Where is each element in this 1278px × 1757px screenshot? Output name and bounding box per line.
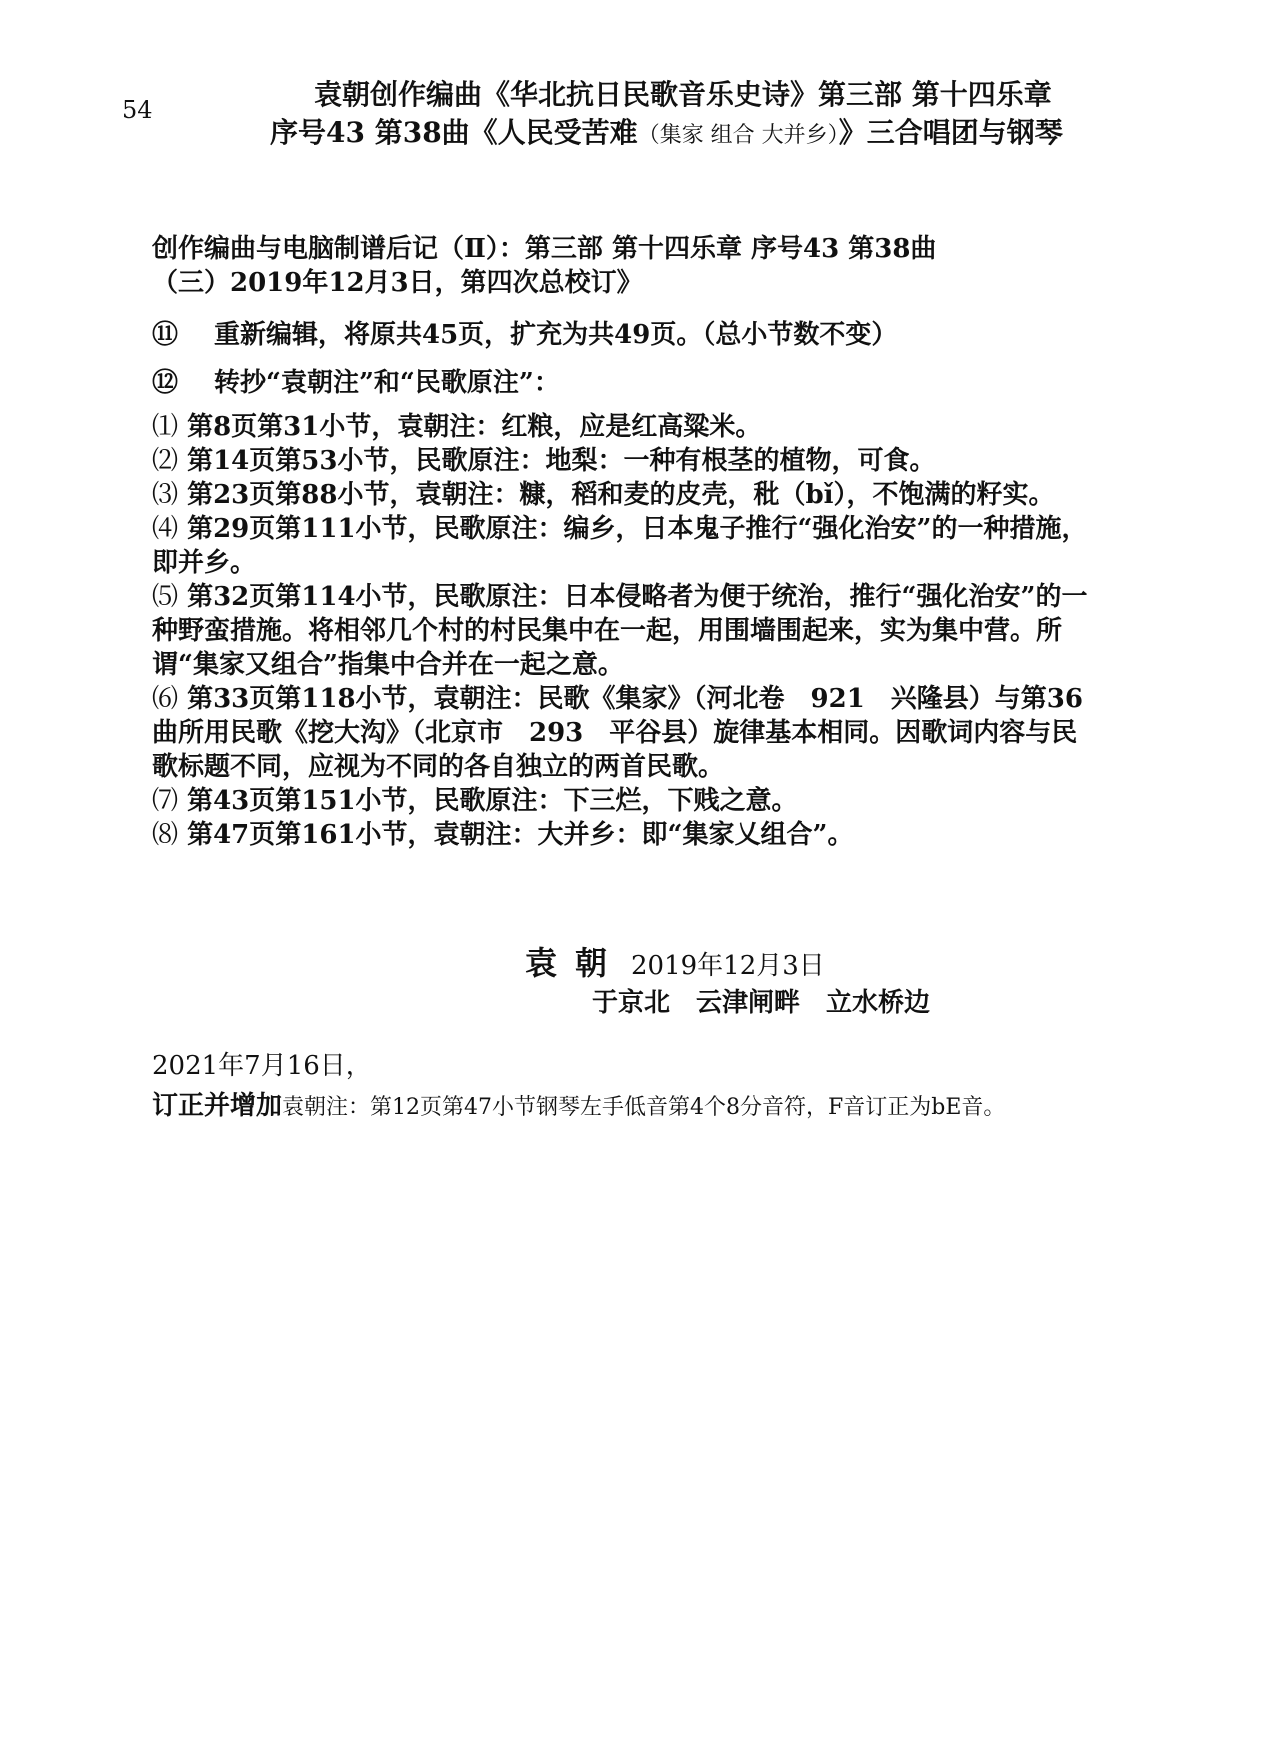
header-line-1: 袁朝创作编曲《华北抗日民歌音乐史诗》第三部 第十四乐章 (314, 78, 1052, 111)
section-title (152, 232, 1102, 300)
revision-note (152, 1046, 1005, 1128)
header-line-2-end: 》三合唱团与钢琴 (838, 116, 1063, 149)
author-name: 袁朝 (525, 944, 626, 982)
place-item: 于京北 (592, 988, 671, 1018)
item-text: 转抄“袁朝注”和“民歌原注”： (214, 368, 560, 398)
signature (525, 938, 825, 984)
note-item (152, 818, 1102, 852)
revision-lead: 订正并增加 (152, 1091, 283, 1121)
note-number: ⑸ (152, 582, 179, 612)
numbered-item (152, 318, 1102, 352)
note-text: 第29页第111小节，民歌原注：编乡，日本鬼子推行“强化治安”的一种措施，即并乡。 (152, 514, 1088, 578)
place-item: 云津闸畔 (696, 988, 801, 1018)
note-number: ⑶ (152, 480, 179, 510)
revision-text: 袁朝注：第12页第47小节钢琴左手低音第4个8分音符，F音订正为bE音。 (282, 1095, 1006, 1120)
note-item (152, 682, 1102, 784)
section-title-line-1: 创作编曲与电脑制谱后记（Ⅱ）：第三部 第十四乐章 序号43 第38曲 (152, 234, 937, 264)
item-number: ⑪ (152, 320, 179, 350)
note-number: ⑵ (152, 446, 179, 476)
note-item (152, 580, 1102, 682)
note-text: 第43页第151小节，民歌原注：下三烂，下贱之意。 (187, 786, 798, 816)
page-header (270, 76, 1130, 155)
note-text: 第47页第161小节，袁朝注：大并乡：即“集家乂组合”。 (187, 820, 854, 850)
note-text: 第8页第31小节，袁朝注：红粮，应是红高粱米。 (187, 412, 762, 442)
note-text: 第14页第53小节，民歌原注：地梨：一种有根茎的植物，可食。 (187, 446, 936, 476)
note-number: ⑹ (152, 684, 179, 714)
note-number: ⑷ (152, 514, 179, 544)
section-title-line-2: （三）2019年12月3日，第四次总校订》 (152, 268, 643, 298)
notes-list (152, 410, 1102, 852)
note-item (152, 444, 1102, 478)
place-item: 立水桥边 (826, 988, 931, 1018)
revision-date: 2021年7月16日， (152, 1051, 372, 1081)
item-number: ⑫ (152, 368, 179, 398)
note-number: ⑴ (152, 412, 179, 442)
note-item (152, 410, 1102, 444)
item-text: 重新编辑，将原共45页，扩充为共49页。（总小节数不变） (214, 320, 898, 350)
page-number: 54 (122, 96, 153, 124)
note-number: ⑺ (152, 786, 179, 816)
note-item (152, 512, 1102, 580)
note-text: 第32页第114小节，民歌原注：日本侵略者为便于统治，推行“强化治安”的一种野蛮措施。将相邻几个村的村民集中在一起，用围墙围起来，实为集中营。所谓“集家又组合”指集中合并在一起之意。 (152, 582, 1088, 680)
header-line-2-start: 序号43 第38曲《人民受苦难 (270, 116, 638, 149)
signature-date: 2019年12月3日 (631, 951, 825, 981)
note-text: 第23页第88小节，袁朝注：糠，稻和麦的皮壳，秕（bǐ），不饱满的籽实。 (187, 480, 1055, 510)
header-line-2-subtitle: （集家 组合 大并乡） (637, 123, 839, 148)
header-line-2 (270, 114, 1130, 155)
numbered-item (152, 366, 1102, 400)
main-content (152, 232, 1102, 852)
note-number: ⑻ (152, 820, 179, 850)
signature-places (592, 982, 956, 1019)
note-item (152, 784, 1102, 818)
note-text: 第33页第118小节，袁朝注：民歌《集家》（河北卷 921 兴隆县）与第36曲所用民歌《挖大沟》（北京市 293 平谷县）旋律基本相同。因歌词内容与民歌标题不同，应视为不同的各自独立的两首民歌。 (152, 684, 1083, 782)
note-item (152, 478, 1102, 512)
